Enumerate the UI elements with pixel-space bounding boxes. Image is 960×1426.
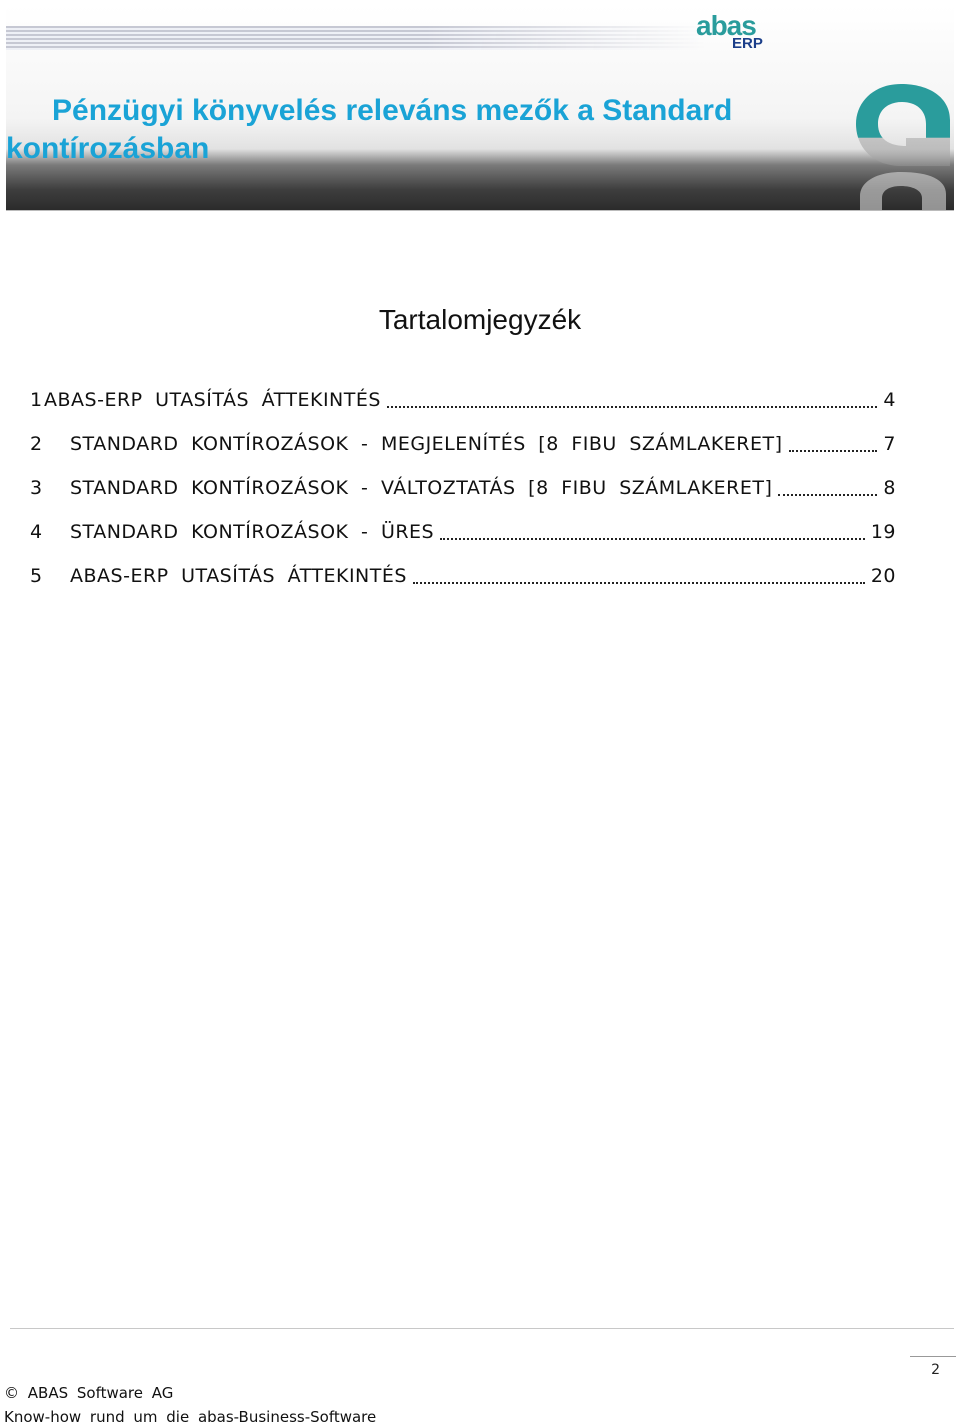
- toc-heading: Tartalomjegyzék: [378, 304, 582, 335]
- abas-erp-logo: [696, 12, 776, 54]
- toc-entry-5[interactable]: [30, 554, 896, 598]
- page-number: 2: [931, 1362, 940, 1378]
- page-number-divider: [910, 1356, 956, 1357]
- toc-entry-number: 5: [30, 565, 43, 587]
- toc-entry-page: 8: [883, 477, 896, 499]
- footer-copyright: © ABAS Software AG: [4, 1384, 174, 1402]
- toc-entry-4[interactable]: [30, 510, 896, 554]
- toc-dot-leader: [778, 478, 877, 498]
- toc-entry-number: 3: [30, 477, 43, 499]
- toc-entry-page: 20: [870, 565, 896, 587]
- toc-dot-leader: [387, 390, 877, 410]
- header-banner: [6, 6, 954, 211]
- toc-entry-title: ABAS-ERP UTASÍTÁS ÁTTEKINTÉS: [44, 389, 381, 411]
- toc-entry-page: 4: [883, 389, 896, 411]
- toc-entry-number: 4: [30, 521, 43, 543]
- header-stripes: [6, 26, 706, 50]
- toc-entry-page: 19: [870, 521, 896, 543]
- toc-entry-3[interactable]: [30, 466, 896, 510]
- footer-tagline: Know-how rund um die abas-Business-Software: [4, 1408, 377, 1426]
- toc-entry-number: 1: [30, 389, 43, 411]
- toc-entry-title: ABAS-ERP UTASÍTÁS ÁTTEKINTÉS: [70, 565, 407, 587]
- toc-entry-number: 2: [30, 433, 43, 455]
- toc-entry-2[interactable]: [30, 422, 896, 466]
- abas-a-logo-icon: [846, 76, 954, 211]
- logo-erp-text: ERP: [732, 35, 763, 52]
- toc-entry-title: STANDARD KONTÍROZÁSOK - VÁLTOZTATÁS [8 FIBU SZÁMLAKERET]: [70, 477, 773, 499]
- document-title: Pénzügyi könyvelés releváns mezők a Standard kontírozásban: [6, 94, 733, 165]
- footer-divider: [10, 1328, 954, 1329]
- toc-dot-leader: [413, 566, 865, 586]
- toc-dot-leader: [789, 434, 878, 454]
- toc-entry-title: STANDARD KONTÍROZÁSOK - ÜRES: [70, 521, 435, 543]
- table-of-contents: [30, 378, 896, 598]
- toc-dot-leader: [440, 522, 865, 542]
- toc-entry-1[interactable]: [30, 378, 896, 422]
- toc-entry-page: 7: [883, 433, 896, 455]
- toc-entry-title: STANDARD KONTÍROZÁSOK - MEGJELENÍTÉS [8 FIBU SZÁMLAKERET]: [70, 433, 783, 455]
- logo-abas-text: abas: [696, 10, 756, 41]
